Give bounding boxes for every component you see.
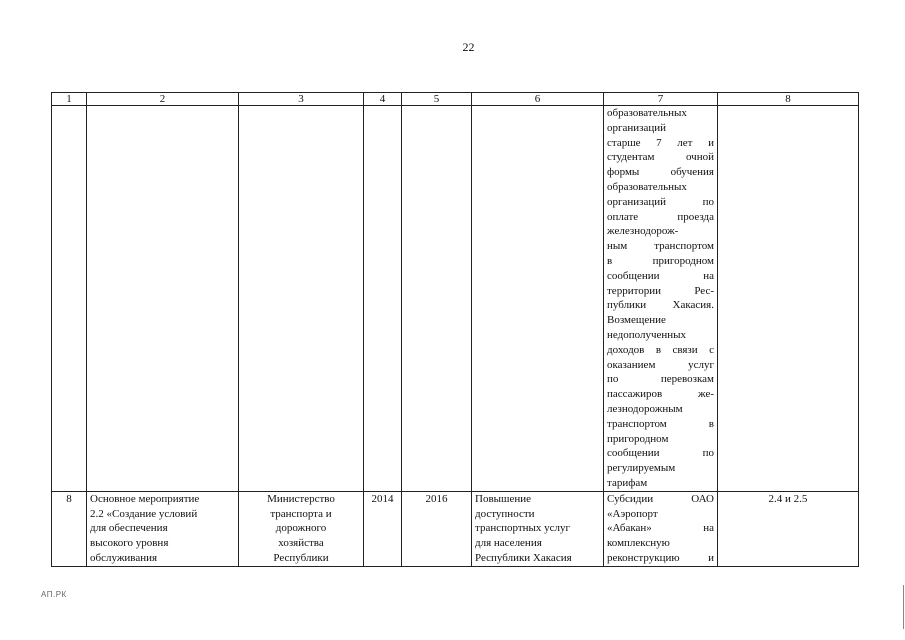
cell-text-line: «Абакан» на bbox=[607, 522, 714, 535]
cell-text-line: в пригородном bbox=[607, 254, 714, 267]
cell-start-year: 2014 bbox=[364, 491, 402, 566]
cell-empty bbox=[718, 106, 859, 492]
header-cell-4: 4 bbox=[364, 93, 402, 106]
cell-text-line: тарифам bbox=[607, 476, 648, 489]
cell-text-line: сообщении на bbox=[607, 269, 714, 282]
cell-text-line: Возмещение bbox=[607, 314, 666, 327]
cell-text-line: по перевозкам bbox=[607, 373, 714, 386]
header-cell-6: 6 bbox=[472, 93, 604, 106]
cell-measures-continued bbox=[604, 106, 718, 492]
cell-text-line: Основное мероприятие bbox=[90, 492, 200, 505]
cell-text-line: публики Хакасия. bbox=[607, 299, 714, 312]
cell-text-line: пассажиров же- bbox=[607, 388, 714, 401]
cell-text-line: транспортных услуг bbox=[475, 522, 571, 535]
cell-text-line: для обеспечения bbox=[90, 522, 168, 535]
header-cell-5: 5 bbox=[402, 93, 472, 106]
header-cell-2: 2 bbox=[87, 93, 239, 106]
cell-text-line: Республики Хакасия bbox=[475, 551, 572, 564]
cell-text-line: организаций по bbox=[607, 195, 714, 208]
cell-text-line: лезнодорожным bbox=[607, 402, 683, 415]
cell-measures bbox=[604, 491, 718, 566]
cell-text-line: старше 7 лет и bbox=[607, 136, 714, 149]
cell-text-line: студентам очной bbox=[607, 151, 714, 164]
cell-text-line: реконструкцию и bbox=[607, 551, 714, 564]
header-cell-3: 3 bbox=[239, 93, 364, 106]
cell-end-year: 2016 bbox=[402, 491, 472, 566]
cell-text-line: транспортом в bbox=[607, 417, 714, 430]
cell-text-line: Субсидии ОАО bbox=[607, 492, 714, 505]
cell-text-line: оплате проезда bbox=[607, 210, 714, 223]
cell-text-line: сообщении по bbox=[607, 447, 714, 460]
cell-empty bbox=[239, 106, 364, 492]
cell-text-line: Республики bbox=[273, 551, 329, 564]
cell-text-line: высокого уровня bbox=[90, 537, 169, 550]
cell-indicators: 2.4 и 2.5 bbox=[718, 491, 859, 566]
cell-text-line: Повышение bbox=[475, 492, 532, 505]
cell-text-line: 2.2 «Создание условий bbox=[90, 507, 198, 520]
header-cell-7: 7 bbox=[604, 93, 718, 106]
cell-text-line: ным транспортом bbox=[607, 240, 714, 253]
cell-text-line: пригородном bbox=[607, 432, 669, 445]
table-header-row bbox=[52, 93, 859, 106]
header-cell-8: 8 bbox=[718, 93, 859, 106]
cell-row-number: 8 bbox=[52, 491, 87, 566]
cell-empty bbox=[87, 106, 239, 492]
cell-text-line: доступности bbox=[475, 507, 535, 520]
cell-text-line: формы обучения bbox=[607, 166, 714, 179]
cell-text-line: комплексную bbox=[607, 537, 670, 550]
cell-empty bbox=[472, 106, 604, 492]
cell-text-line: «Аэропорт bbox=[607, 507, 658, 520]
cell-text-line: Министерство bbox=[267, 492, 335, 505]
cell-text-line: железнодорож- bbox=[607, 225, 679, 238]
cell-text-line: недополученных bbox=[607, 328, 687, 341]
cell-text-line: хозяйства bbox=[278, 537, 324, 550]
cell-responsible-executor bbox=[239, 491, 364, 566]
cell-text-line: регулируемым bbox=[607, 462, 676, 475]
cell-text-line: организаций bbox=[607, 121, 667, 134]
cell-text-line: обслуживания bbox=[90, 551, 158, 564]
cell-text-line: оказанием услуг bbox=[607, 358, 714, 371]
cell-text-line: дорожного bbox=[275, 522, 327, 535]
footer-code: АП.РК bbox=[41, 590, 67, 599]
cell-expected-result bbox=[472, 491, 604, 566]
cell-activity-name bbox=[87, 491, 239, 566]
program-table bbox=[51, 92, 859, 567]
table-row-8 bbox=[52, 491, 859, 566]
cell-empty bbox=[364, 106, 402, 492]
cell-text-line: доходов в связи с bbox=[607, 343, 714, 356]
cell-text-line: транспорта и bbox=[270, 507, 332, 520]
cell-text-line: образовательных bbox=[607, 180, 687, 193]
cell-text-line: образовательных bbox=[607, 107, 687, 119]
cell-empty bbox=[402, 106, 472, 492]
cell-text-line: территории Рес- bbox=[607, 284, 714, 297]
header-cell-1: 1 bbox=[52, 93, 87, 106]
table-row-continued bbox=[52, 106, 859, 492]
cell-empty bbox=[52, 106, 87, 492]
cell-text-line: для населения bbox=[475, 537, 542, 550]
page-number: 22 bbox=[462, 40, 475, 54]
margin-line bbox=[903, 585, 904, 629]
